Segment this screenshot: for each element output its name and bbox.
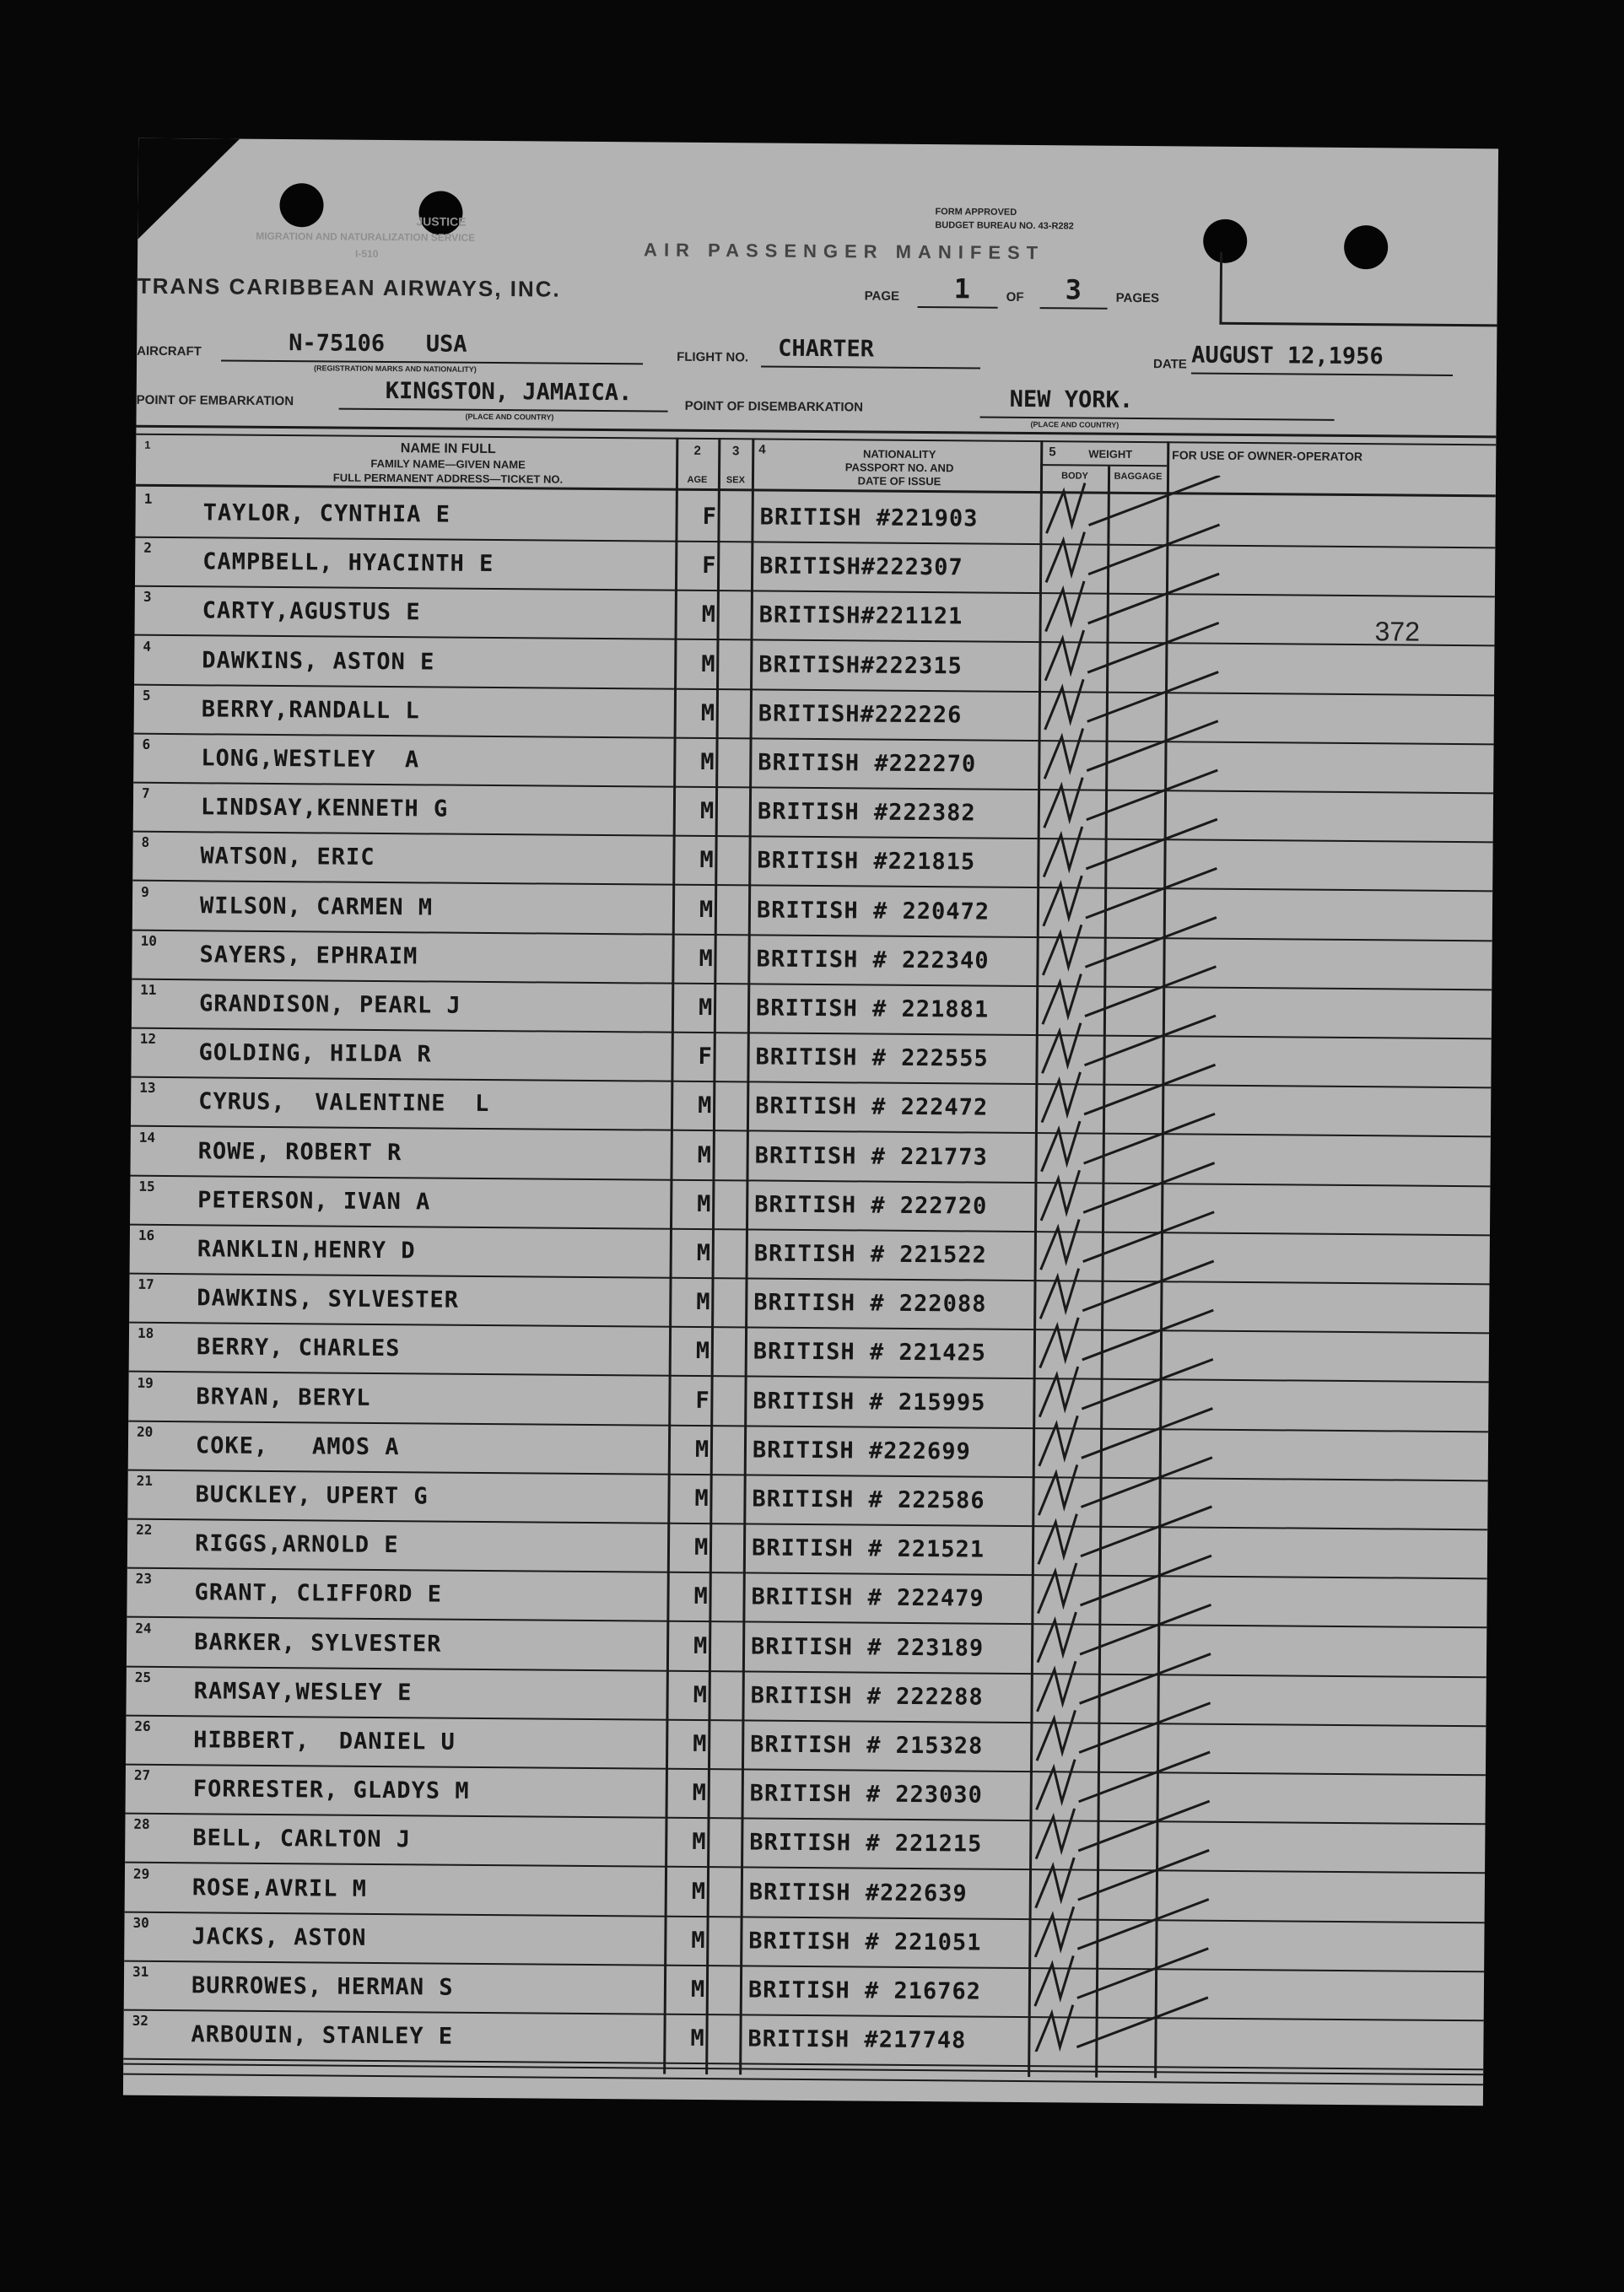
passenger-name: ROWE, ROBERT R bbox=[197, 1137, 402, 1166]
disembark-label: POINT OF DISEMBARKATION bbox=[684, 398, 864, 415]
passenger-name: DAWKINS, ASTON E bbox=[202, 646, 435, 676]
passenger-nationality-passport: BRITISH # 221521 bbox=[751, 1534, 985, 1563]
row-number: 21 bbox=[136, 1472, 153, 1489]
passenger-name: GRANDISON, PEARL J bbox=[198, 990, 461, 1019]
passenger-name: SAYERS, EPHRAIM bbox=[199, 941, 418, 970]
embark-value: KINGSTON, JAMAICA. bbox=[385, 378, 633, 407]
row-number: 20 bbox=[137, 1423, 154, 1440]
passenger-nationality-passport: BRITISH #221903 bbox=[759, 504, 979, 532]
col2-header: AGE bbox=[687, 474, 708, 486]
passenger-sex: M bbox=[693, 1681, 708, 1708]
col1-header-line2: FAMILY NAME—GIVEN NAME bbox=[370, 456, 526, 472]
passenger-sex: M bbox=[692, 1829, 706, 1856]
col6-header: FOR USE OF OWNER-OPERATOR bbox=[1172, 448, 1363, 464]
col2-number: 2 bbox=[693, 443, 701, 458]
passenger-nationality-passport: BRITISH # 221773 bbox=[754, 1142, 988, 1171]
row-number: 32 bbox=[132, 2012, 148, 2030]
col1-number: 1 bbox=[144, 438, 151, 451]
pages-label: PAGES bbox=[1115, 290, 1160, 306]
col5-header: WEIGHT bbox=[1088, 447, 1133, 461]
row-number: 7 bbox=[141, 785, 150, 802]
col4-number: 4 bbox=[758, 442, 766, 457]
passenger-sex: M bbox=[694, 1436, 709, 1463]
form-bracket-horizontal bbox=[1219, 322, 1497, 327]
manifest-sheet bbox=[123, 138, 1498, 2106]
check-mark bbox=[1038, 1604, 1211, 1664]
check-mark bbox=[1039, 1456, 1212, 1517]
passenger-name: ARBOUIN, STANLEY E bbox=[191, 2021, 454, 2050]
passenger-nationality-passport: BRITISH #217748 bbox=[747, 2025, 967, 2054]
passenger-nationality-passport: BRITISH#222307 bbox=[759, 553, 963, 581]
col4-header-line2: PASSPORT NO. AND bbox=[844, 461, 954, 475]
col4-header-line1: NATIONALITY bbox=[862, 447, 936, 461]
passenger-nationality-passport: BRITISH # 221425 bbox=[753, 1338, 987, 1367]
passenger-name: COKE, AMOS A bbox=[195, 1432, 400, 1460]
passenger-nationality-passport: BRITISH #222699 bbox=[752, 1437, 971, 1465]
passenger-nationality-passport: BRITISH # 222288 bbox=[750, 1682, 984, 1711]
embark-label: POINT OF EMBARKATION bbox=[136, 392, 294, 409]
flight-label: FLIGHT NO. bbox=[677, 349, 749, 365]
passenger-sex: F bbox=[702, 503, 717, 531]
weight-check-marks bbox=[1026, 474, 1224, 2053]
passenger-name: CARTY,AGUSTUS E bbox=[202, 597, 421, 626]
passenger-name: RIGGS,ARNOLD E bbox=[194, 1530, 399, 1559]
passenger-sex: M bbox=[697, 1141, 712, 1168]
row-number: 9 bbox=[141, 883, 149, 900]
row-number: 19 bbox=[137, 1374, 154, 1391]
row-number: 13 bbox=[139, 1080, 156, 1097]
row-number: 22 bbox=[136, 1521, 153, 1539]
passenger-sex: F bbox=[698, 1044, 712, 1070]
check-mark bbox=[1041, 1162, 1215, 1222]
row-number: 6 bbox=[142, 736, 151, 752]
flight-underline bbox=[761, 366, 980, 369]
passenger-nationality-passport: BRITISH #221815 bbox=[757, 847, 976, 876]
passenger-sex: M bbox=[691, 1878, 706, 1905]
page-total: 3 bbox=[1065, 273, 1082, 306]
passenger-name: GRANT, CLIFFORD E bbox=[194, 1579, 443, 1608]
passenger-sex: M bbox=[694, 1485, 709, 1513]
punch-hole-3 bbox=[1203, 219, 1247, 263]
check-mark bbox=[1039, 1358, 1213, 1419]
agency-stamp-line2: MIGRATION AND NATURALIZATION SERVICE bbox=[256, 229, 476, 244]
row-number: 2 bbox=[143, 539, 153, 557]
passenger-name: WILSON, CARMEN M bbox=[199, 892, 434, 921]
passenger-name: RANKLIN,HENRY D bbox=[197, 1236, 416, 1265]
passenger-nationality-passport: BRITISH # 221051 bbox=[748, 1928, 982, 1956]
check-mark bbox=[1044, 818, 1217, 879]
check-mark bbox=[1036, 1849, 1210, 1910]
row-number: 23 bbox=[135, 1571, 153, 1588]
disembark-value: NEW YORK. bbox=[1009, 386, 1134, 413]
passenger-nationality-passport: BRITISH # 222555 bbox=[755, 1044, 989, 1072]
col3-number: 3 bbox=[732, 444, 740, 459]
passenger-nationality-passport: BRITISH#222315 bbox=[758, 651, 963, 679]
passenger-name: ROSE,AVRIL M bbox=[192, 1874, 368, 1902]
passenger-nationality-passport: BRITISH # 221522 bbox=[753, 1240, 987, 1269]
passenger-nationality-passport: BRITISH #222639 bbox=[748, 1879, 968, 1907]
passenger-name: HIBBERT, DANIEL U bbox=[193, 1727, 456, 1755]
passenger-name: LINDSAY,KENNETH G bbox=[200, 794, 449, 822]
passenger-name: BURROWES, HERMAN S bbox=[191, 1972, 454, 2001]
passenger-nationality-passport: BRITISH # 222340 bbox=[756, 946, 990, 974]
check-mark bbox=[1039, 1407, 1213, 1468]
passenger-nationality-passport: BRITISH #222382 bbox=[757, 798, 976, 827]
check-mark bbox=[1044, 720, 1218, 780]
passenger-name: TAYLOR, CYNTHIA E bbox=[202, 499, 451, 528]
passenger-sex: M bbox=[690, 1976, 705, 2003]
punch-hole-1 bbox=[279, 183, 323, 227]
row-number: 1 bbox=[143, 490, 153, 507]
check-mark bbox=[1036, 1800, 1210, 1861]
check-mark bbox=[1042, 1113, 1216, 1173]
check-mark bbox=[1044, 768, 1218, 829]
check-mark bbox=[1043, 965, 1217, 1026]
passenger-sex: M bbox=[699, 847, 714, 874]
punch-hole-2 bbox=[418, 191, 462, 235]
row-number: 15 bbox=[138, 1178, 155, 1195]
check-mark bbox=[1045, 622, 1219, 682]
check-mark bbox=[1035, 1947, 1209, 2008]
passenger-nationality-passport: BRITISH #222270 bbox=[758, 749, 977, 778]
passenger-nationality-passport: BRITISH # 215995 bbox=[753, 1388, 986, 1416]
passenger-sex: M bbox=[693, 1632, 708, 1659]
col5-baggage: BAGGAGE bbox=[1114, 471, 1163, 483]
passenger-sex: M bbox=[699, 896, 714, 923]
passenger-name: CYRUS, VALENTINE L bbox=[198, 1088, 490, 1118]
passenger-name: DAWKINS, SYLVESTER bbox=[197, 1285, 460, 1313]
check-mark bbox=[1038, 1555, 1211, 1615]
passenger-sex: M bbox=[699, 798, 715, 825]
budget-bureau: BUDGET BUREAU NO. 43-R282 bbox=[935, 220, 1074, 232]
punch-hole-4 bbox=[1344, 225, 1388, 269]
row-number: 18 bbox=[137, 1325, 154, 1342]
date-label: DATE bbox=[1153, 357, 1187, 372]
passenger-nationality-passport: BRITISH # 222586 bbox=[752, 1486, 985, 1514]
passenger-name: CAMPBELL, HYACINTH E bbox=[202, 548, 494, 578]
col3-header: SEX bbox=[726, 475, 746, 486]
row-number: 25 bbox=[134, 1669, 152, 1685]
passenger-name: BERRY,RANDALL L bbox=[201, 696, 420, 725]
passenger-sex: M bbox=[699, 945, 713, 972]
check-mark bbox=[1039, 1505, 1212, 1566]
row-number: 16 bbox=[138, 1227, 155, 1243]
check-mark bbox=[1035, 1898, 1209, 1959]
passenger-sex: M bbox=[698, 994, 713, 1022]
check-mark bbox=[1045, 671, 1219, 731]
airline-name: TRANS CARIBBEAN AIRWAYS, INC. bbox=[137, 272, 561, 302]
passenger-nationality-passport: BRITISH # 215328 bbox=[750, 1731, 984, 1760]
of-label: OF bbox=[1006, 289, 1024, 305]
passenger-sex: M bbox=[700, 748, 715, 776]
aircraft-value: N-75106 USA bbox=[289, 330, 467, 358]
passenger-sex: M bbox=[698, 1092, 712, 1119]
form-bracket-vertical bbox=[1219, 252, 1222, 324]
flight-value: CHARTER bbox=[778, 335, 875, 363]
date-underline bbox=[1191, 373, 1453, 376]
check-mark bbox=[1046, 573, 1220, 634]
check-mark bbox=[1034, 1996, 1208, 2052]
page-note-number: 372 bbox=[1374, 616, 1421, 647]
passenger-name: BRYAN, BERYL bbox=[196, 1383, 371, 1411]
agency-stamp-form: I-510 bbox=[355, 247, 379, 260]
passenger-sex: M bbox=[696, 1289, 710, 1316]
passenger-sex: M bbox=[701, 601, 716, 628]
row-number: 30 bbox=[132, 1914, 149, 1931]
row-number: 27 bbox=[133, 1766, 151, 1784]
row-number: 4 bbox=[143, 638, 152, 655]
passenger-nationality-passport: BRITISH # 222472 bbox=[755, 1092, 989, 1122]
passenger-nationality-passport: BRITISH # 221881 bbox=[755, 995, 990, 1023]
passenger-name: BUCKLEY, UPERT G bbox=[195, 1481, 429, 1510]
passenger-nationality-passport: BRITISH#221121 bbox=[758, 601, 963, 630]
disembark-sublabel: (PLACE AND COUNTRY) bbox=[1030, 420, 1120, 429]
check-mark bbox=[1046, 474, 1220, 535]
row-number: 5 bbox=[142, 687, 151, 704]
passenger-name: RAMSAY,WESLEY E bbox=[193, 1678, 413, 1707]
passenger-name: WATSON, ERIC bbox=[200, 843, 375, 871]
page-number-underline bbox=[918, 306, 998, 309]
passenger-nationality-passport: BRITISH # 222720 bbox=[754, 1191, 988, 1220]
row-number: 8 bbox=[141, 834, 150, 851]
passenger-name: PETERSON, IVAN A bbox=[197, 1187, 431, 1216]
passenger-nationality-passport: BRITISH#222226 bbox=[758, 700, 963, 729]
agency-stamp-line1: JUSTICE bbox=[416, 214, 467, 229]
check-mark bbox=[1042, 1064, 1216, 1124]
row-number: 29 bbox=[132, 1865, 150, 1882]
row-number: 3 bbox=[143, 589, 152, 606]
aircraft-label: AIRCRAFT bbox=[137, 343, 202, 359]
date-value: AUGUST 12,1956 bbox=[1191, 342, 1384, 370]
passenger-name: LONG,WESTLEY A bbox=[201, 745, 420, 774]
torn-corner bbox=[138, 138, 240, 240]
passenger-nationality-passport: BRITISH # 223030 bbox=[749, 1780, 983, 1809]
weight-subhead-rule bbox=[1040, 464, 1167, 466]
check-mark bbox=[1037, 1750, 1211, 1811]
passenger-sex: M bbox=[697, 1190, 711, 1217]
passenger-sex: M bbox=[696, 1239, 711, 1267]
passenger-name: BARKER, SYLVESTER bbox=[194, 1628, 442, 1658]
row-number: 31 bbox=[132, 1963, 149, 1980]
col1-header-line1: NAME IN FULL bbox=[400, 441, 496, 457]
row-number: 12 bbox=[139, 1030, 157, 1048]
passenger-name: GOLDING, HILDA R bbox=[198, 1039, 432, 1068]
row-number: 10 bbox=[140, 932, 158, 949]
col4-header-line3: DATE OF ISSUE bbox=[857, 474, 941, 488]
col1-header-line3: FULL PERMANENT ADDRESS—TICKET NO. bbox=[332, 471, 564, 486]
check-mark bbox=[1038, 1653, 1211, 1713]
row-number: 24 bbox=[135, 1620, 152, 1637]
embark-underline bbox=[339, 408, 668, 413]
page-total-underline bbox=[1040, 307, 1108, 310]
passenger-sex: M bbox=[700, 699, 715, 726]
check-mark bbox=[1043, 916, 1217, 977]
row-number: 11 bbox=[140, 981, 157, 998]
row-number: 17 bbox=[138, 1275, 154, 1293]
check-mark bbox=[1041, 1211, 1215, 1271]
passenger-nationality-passport: BRITISH # 216762 bbox=[747, 1977, 982, 2005]
passenger-sex: M bbox=[693, 1534, 709, 1561]
row-number: 28 bbox=[133, 1816, 150, 1833]
check-mark bbox=[1040, 1309, 1214, 1370]
passenger-nationality-passport: BRITISH # 221215 bbox=[749, 1829, 983, 1858]
passenger-nationality-passport: BRITISH # 222088 bbox=[753, 1289, 987, 1318]
passenger-name: FORRESTER, GLADYS M bbox=[192, 1776, 470, 1805]
passenger-sex: M bbox=[691, 1927, 705, 1954]
passenger-nationality-passport: BRITISH # 223189 bbox=[750, 1633, 985, 1662]
check-mark bbox=[1046, 523, 1220, 584]
check-mark bbox=[1040, 1259, 1214, 1320]
page-number: 1 bbox=[953, 272, 971, 305]
col5-body: BODY bbox=[1061, 471, 1088, 482]
aircraft-sublabel: (REGISTRATION MARKS AND NATIONALITY) bbox=[313, 364, 477, 374]
form-approved: FORM APPROVED bbox=[935, 207, 1017, 218]
passenger-sex: M bbox=[695, 1338, 710, 1365]
check-mark bbox=[1037, 1701, 1211, 1762]
check-mark bbox=[1044, 867, 1217, 928]
table-bottom-rule-2 bbox=[123, 2074, 1483, 2086]
passenger-sex: M bbox=[693, 1730, 707, 1758]
passenger-sex: F bbox=[695, 1387, 709, 1414]
page-label: PAGE bbox=[864, 289, 900, 304]
embark-sublabel: (PLACE AND COUNTRY) bbox=[465, 412, 554, 422]
passenger-nationality-passport: BRITISH # 222479 bbox=[751, 1583, 985, 1613]
row-number: 14 bbox=[138, 1129, 156, 1146]
check-mark bbox=[1042, 1014, 1216, 1075]
passenger-sex: M bbox=[692, 1780, 707, 1807]
passenger-sex: M bbox=[690, 2025, 704, 2052]
col5-number: 5 bbox=[1049, 445, 1056, 460]
passenger-sex: M bbox=[701, 650, 715, 677]
passenger-sex: M bbox=[693, 1583, 708, 1610]
row-number: 26 bbox=[134, 1718, 151, 1734]
passenger-name: JACKS, ASTON bbox=[192, 1923, 367, 1951]
passenger-nationality-passport: BRITISH # 220472 bbox=[756, 897, 990, 925]
passenger-sex: F bbox=[702, 553, 716, 580]
manifest-title: AIR PASSENGER MANIFEST bbox=[644, 239, 1045, 264]
passenger-name: BERRY, CHARLES bbox=[196, 1334, 401, 1362]
passenger-name: BELL, CARLTON J bbox=[192, 1825, 412, 1853]
